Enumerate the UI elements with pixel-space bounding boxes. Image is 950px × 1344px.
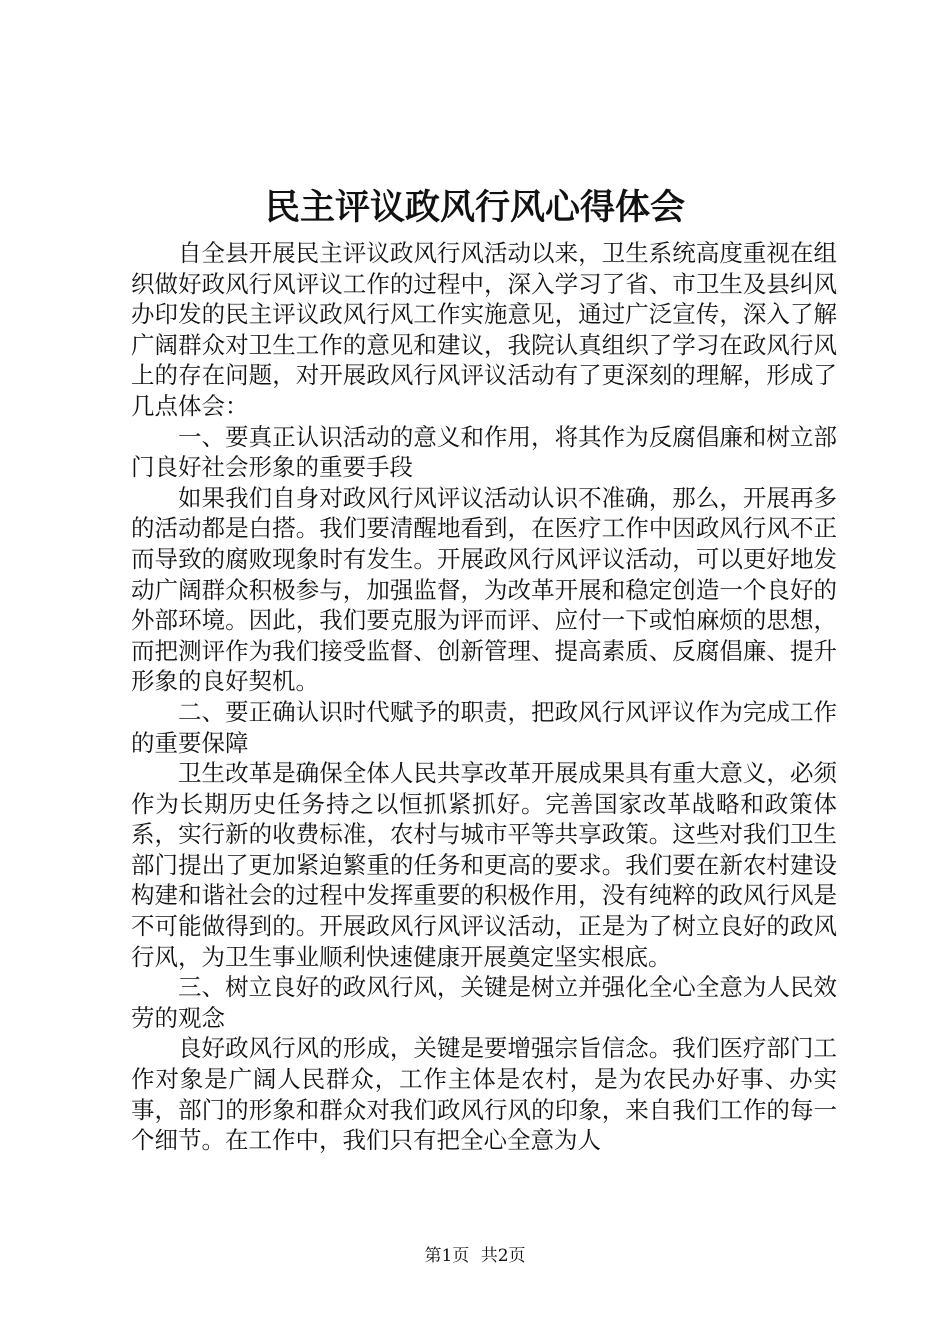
page-title: 民主评议政风行风心得体会 — [264, 187, 685, 228]
page-number: 第1页 — [424, 1246, 470, 1266]
section-heading-2: 二、要正确认识时代赋予的职责，把政风行风评议作为完成工作的重要保障 — [131, 697, 837, 757]
section-paragraph-1: 如果我们自身对政风行风评议活动认识不准确，那么，开展再多的活动都是白搭。我们要清醒地看到，在医疗工作中因政风行风不正而导致的腐败现象时有发生。开展政风行风评议活动，可以更好地发动广阔群众积极参与，加强监督，为改革开展和稳定创造一个良好的外部环境。因此，我们要克服为评而评、应付一下或怕麻烦的思想，而把测评作为我们接受监督、创新管理、提高素质、反腐倡廉、提升形象的良好契机。 — [131, 483, 837, 696]
intro-paragraph: 自全县开展民主评议政风行风活动以来，卫生系统高度重视在组织做好政风行风评议工作的过程中，深入学习了省、市卫生及县纠风办印发的民主评议政风行风工作实施意见，通过广泛宣传，深入了解广阔群众对卫生工作的意见和建议，我院认真组织了学习在政风行风上的存在问题，对开展政风行风评议活动有了更深刻的理解，形成了几点体会： — [131, 239, 837, 420]
section-heading-3: 三、树立良好的政风行风，关键是树立并强化全心全意为人民效劳的观念 — [131, 973, 837, 1032]
section-paragraph-2: 卫生改革是确保全体人民共享改革开展成果具有重大意义，必须作为长期历史任务持之以恒抓紧抓好。完善国家改革战略和政策体系，实行新的收费标准，农村与城市平等共享政策。这些对我们卫生部门提出了更加紧迫繁重的任务和更高的要求。我们要在新农村建设构建和谐社会的过程中发挥重要的积极作用，没有纯粹的政风行风是不可能做得到的。开展政风行风评议活动，正是为了树立良好的政风行风，为卫生事业顺利快速健康开展奠定坚实根底。 — [131, 759, 837, 971]
document-body — [131, 238, 837, 1156]
page-total: 共2页 — [480, 1246, 526, 1266]
section-heading-1: 一、要真正认识活动的意义和作用，将其作为反腐倡廉和树立部门良好社会形象的重要手段 — [131, 422, 837, 482]
page-footer — [0, 1244, 950, 1268]
section-paragraph-3: 良好政风行风的形成，关键是要增强宗旨信念。我们医疗部门工作对象是广阔人民群众，工作主体是农村，是为农民办好事、办实事，部门的形象和群众对我们政风行风的印象，来自我们工作的每一个细节。在工作中，我们只有把全心全意为人 — [131, 1034, 837, 1155]
